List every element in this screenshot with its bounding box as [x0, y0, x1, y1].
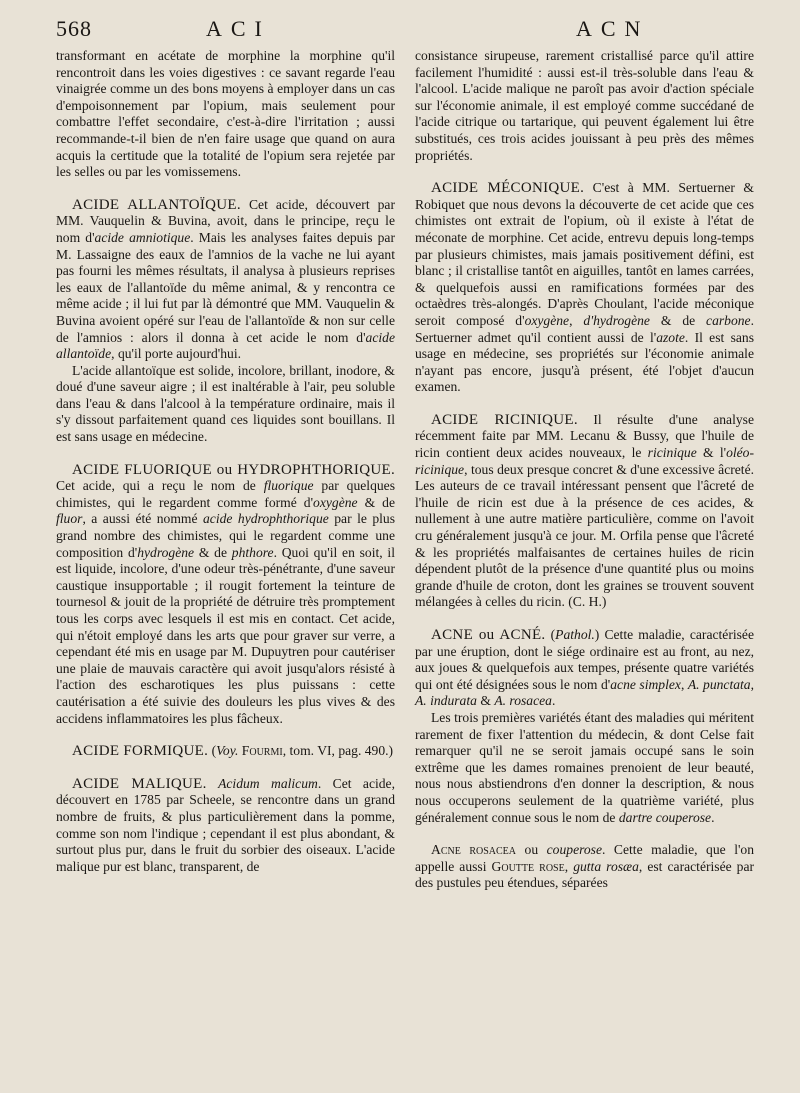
entry-text: , [569, 312, 584, 328]
entry-text: . Mais les analyses faites depuis par M. Lassaigne des eaux de l'amnios de la vache ne lui ayant pas fourni les mêmes résultats, il analysa à plusieurs reprises les eaux de l'allantoïde du même animal, & y rencontra ce même acide ; il lui fut par là démontré que MM. Vauquelin & Buvina avoient opéré sur l'eau de l'allantoïde & non sur celle de l'amnios : alors il donna à cet acide le nom d' [56, 229, 395, 345]
author-signature: (C. H.) [568, 594, 607, 610]
entry-italic: acne simplex [610, 676, 681, 692]
left-running-head: ACI [206, 16, 271, 41]
opium-continuation-paragraph: transformant en acétate de morphine la morphine qu'il rencontroit dans les voies digestives : ce savant regarde l'eau vinaigrée comme un des bons moyens à employer dans un cas d'empoisonnement par l'opium, mais seulement pour combattre l'effet secondaire, c'est-à-dire l'irritation ; aussi recommande-t-il bien de n'en faire usage que quand on aura acquis la certitude que la totalité de l'opium sera rejetée par les selles ou par les vomissemens. [56, 48, 395, 180]
entry-acide-allantoique [56, 197, 395, 363]
entry-italic: acide amniotique [94, 229, 191, 245]
entry-acide-malique [56, 776, 395, 876]
entry-italic: carbone [706, 312, 751, 328]
headword: ACIDE FORMIQUE. [72, 743, 209, 760]
entry-italic: fluor [56, 511, 83, 527]
entry-acne-rosacea [415, 842, 754, 892]
headword: ACIDE MALIQUE. [72, 775, 207, 792]
entry-text: Les trois premières variétés étant des maladies qui méritent rarement de fixer l'attention du médecin, & dont Celse fait remarquer qu'il ne se seroit jamais occupé sans le soin extrême que les dames romaines prenoient de leur beauté, nous nous abstiendrons d'en donner la description, & nous nous occuperons seulement de la quatrième variété, plus généralement connue sous le nom de [415, 709, 754, 825]
entry-italic: Acidum malicum [218, 775, 318, 791]
right-column [415, 48, 754, 892]
entry-italic: A. indurata [415, 693, 477, 709]
entry-text: , [680, 676, 688, 692]
entry-italic: azote [656, 329, 685, 345]
entry-text: & de [194, 544, 232, 560]
entry-text: . [551, 693, 556, 709]
entry-italic: phthore [231, 544, 274, 560]
entry-text: . Cette maladie, que l'on appelle aussi [415, 842, 755, 874]
headword: Acne rosacea [431, 842, 517, 858]
headword: ACIDE RICINIQUE. [431, 411, 578, 428]
entry-italic: oxygène [313, 494, 358, 510]
entry-text: , a aussi été nommé [82, 511, 203, 527]
entry-italic: acide allantoïde [56, 329, 395, 362]
cross-reference: Fourmi [241, 743, 283, 759]
entry-italic: hydrogène [137, 544, 195, 560]
entry-text: & l' [696, 445, 727, 461]
entry-text: & de [649, 312, 707, 328]
entry-acide-fluorique [56, 462, 395, 728]
entry-text: ) Cette maladie, caractérisée par une éruption, dont le siége ordinaire est au front, au nez, aux joues & quelquefois aux tempes, présente quatre variétés qui ont été désignées sous le nom d' [415, 627, 754, 692]
entry-italic: oléo-ricinique [415, 445, 754, 477]
entry-italic: ricinique [647, 445, 697, 461]
running-header [56, 14, 754, 48]
headword: ACIDE FLUORIQUE ou HYDROPHTHORIQUE. [72, 461, 395, 478]
left-column [56, 48, 395, 892]
entry-text: , [564, 858, 574, 874]
entry-acide-ricinique [415, 412, 754, 611]
entry-italic: dartre couperose [618, 809, 712, 825]
entry-text: & [476, 693, 495, 709]
entry-italic: oxygène [524, 312, 570, 328]
entry-text: ( [545, 627, 556, 642]
entry-text: & de [357, 494, 396, 510]
entry-italic: A. rosacea [494, 693, 552, 709]
right-running-head: ACN [576, 16, 650, 41]
entry-italic: couperose [546, 842, 603, 858]
entry-text: , tom. VI, pag. 490.) [282, 743, 394, 759]
entry-smallcaps: Goutte rose [491, 858, 565, 874]
entry-italic: acide hydrophthorique [203, 511, 329, 527]
entry-italic: gutta rosæa [573, 858, 639, 874]
entry-text: par quelques chimistes, qui le regardent comme formé d' [56, 478, 395, 510]
entry-acne [415, 627, 754, 710]
allantoique-properties-paragraph: L'acide allantoïque est solide, incolore, brillant, inodore, & doué d'une saveur aigre ; il est inaltérable à l'air, peu soluble dans l'eau & dans l'alcool à la température ordinaire, mais il s'y dissout parfaitement quand ces liquides sont bouillans. Il est sans usage en médecine. [56, 362, 395, 445]
entry-italic: Voy. [216, 743, 239, 759]
entry-text: . [711, 809, 715, 825]
entry-text: C'est à MM. Sertuerner & Robiquet que nous devons la découverte de cet acide que ces chimistes ont extrait de l'opium, où il existe à l'état de méconate de morphine. Cet acide, entrevu depuis long-temps par plusieurs chimistes, mais jamais positivement défini, est blanc ; il cristallise tantôt en aiguilles, tantôt en lames carrées, & quelquefois aussi en ramifications formées par des octaèdres très-alongés. D'après Choulant, l'acide méconique seroit composé d' [415, 180, 754, 328]
entry-text: . Sertuerner admet qu'il contient aussi de l' [415, 312, 754, 345]
entry-italic: Pathol. [555, 627, 595, 642]
entry-text: ou [516, 842, 547, 858]
malique-continuation-paragraph: consistance sirupeuse, rarement cristallisé parce qu'il attire facilement l'humidité : aussi est-il très-soluble dans l'eau & l'alcool. L'acide malique ne paroît pas avoir d'action spéciale sur l'économie animale, il est employé comme succédané de l'acide citrique ou tartarique, qui peuvent également lui être substitués, ces trois acides jouissant à peu près des mêmes propriétés. [415, 48, 754, 163]
headword: ACIDE ALLANTOÏQUE. [72, 196, 241, 213]
entry-text: , [750, 676, 754, 692]
headword: ACIDE MÉCONIQUE. [431, 180, 585, 197]
entry-text: . Il est sans usage en médecine, ses propriétés sur l'économie animale n'ayant pas encore, jusqu'à présent, été l'objet d'aucun examen. [415, 329, 754, 395]
entry-text: Cet acide, découvert par MM. Vauquelin & Buvina, avoit, dans le principe, reçu le nom d' [56, 196, 395, 245]
entry-text: ( [208, 743, 217, 759]
entry-text: , tous deux presque concret & d'une excessive âcreté. Les auteurs de ce travail intéressant pensent que l'âcreté de l'huile de ricin est due à la présence de ces acides, & nullement à une autre matière particulière, comme on l'avoit cru généralement jusqu'à ce jour. M. Orfila pense que l'âcreté & les propriétés malfaisantes de certaines huiles de ricin dépendent plutôt de la présence d'une quantité plus ou moins grande d'huile de croton, dont les graines se trouvent souvent mélangées à celles du ricin. [415, 461, 754, 610]
page-number: 568 [56, 16, 92, 41]
entry-italic: A. punctata [687, 676, 751, 692]
entry-acide-formique [56, 743, 395, 760]
entry-text: . Quoi qu'il en soit, il est liquide, incolore, d'une odeur très-pénétrante, d'une saveur caustique insupportable ; il rougit fortement la teinture de tournesol & jouit de la propriété de détruire très promptement tous les corps avec lesquels il est mis en contact. Cet acide, qui n'étoit employé dans les arts que pour graver sur verre, a cependant été mis en usage par M. Dupuytren pour cautériser une plaie de mauvais caractère qui avoit jusqu'alors résisté à l'action des escharotiques les plus puissans : cette cautérisation a été suivie des douleurs les plus vives & des accidens inflammatoires les plus fâcheux. [56, 544, 395, 726]
entry-text: Il résulte d'une analyse récemment faite par MM. Lecanu & Bussy, que l'huile de ricin contient deux acides nouveaux, le [415, 411, 754, 461]
entry-italic: fluorique [263, 478, 314, 494]
entry-text: par le plus grand nombre des chimistes, qui le regardent comme une composition d' [56, 511, 395, 560]
entry-acide-meconique [415, 180, 754, 396]
entry-text: . Cet acide, découvert en 1785 par Scheele, se rencontre dans un grand nombre de fruits, & plus particulièrement dans la pomme, comme son nom l'indique ; cependant il est plus abondant, & surtout plus pur, dans le fruit du sorbier des oiseaux. L'acide malique pur est blanc, transparent, de [56, 775, 395, 874]
acne-varieties-paragraph [415, 710, 754, 826]
entry-text [207, 776, 218, 791]
headword: ACNE ou ACNÉ. [431, 627, 546, 643]
entry-italic: d'hydrogène [583, 312, 650, 328]
entry-text: , qu'il porte aujourd'hui. [111, 346, 242, 362]
entry-text: Cet acide, qui a reçu le nom de [56, 478, 264, 494]
entry-text: , est caractérisée par des pustules peu étendues, séparées [415, 858, 755, 891]
